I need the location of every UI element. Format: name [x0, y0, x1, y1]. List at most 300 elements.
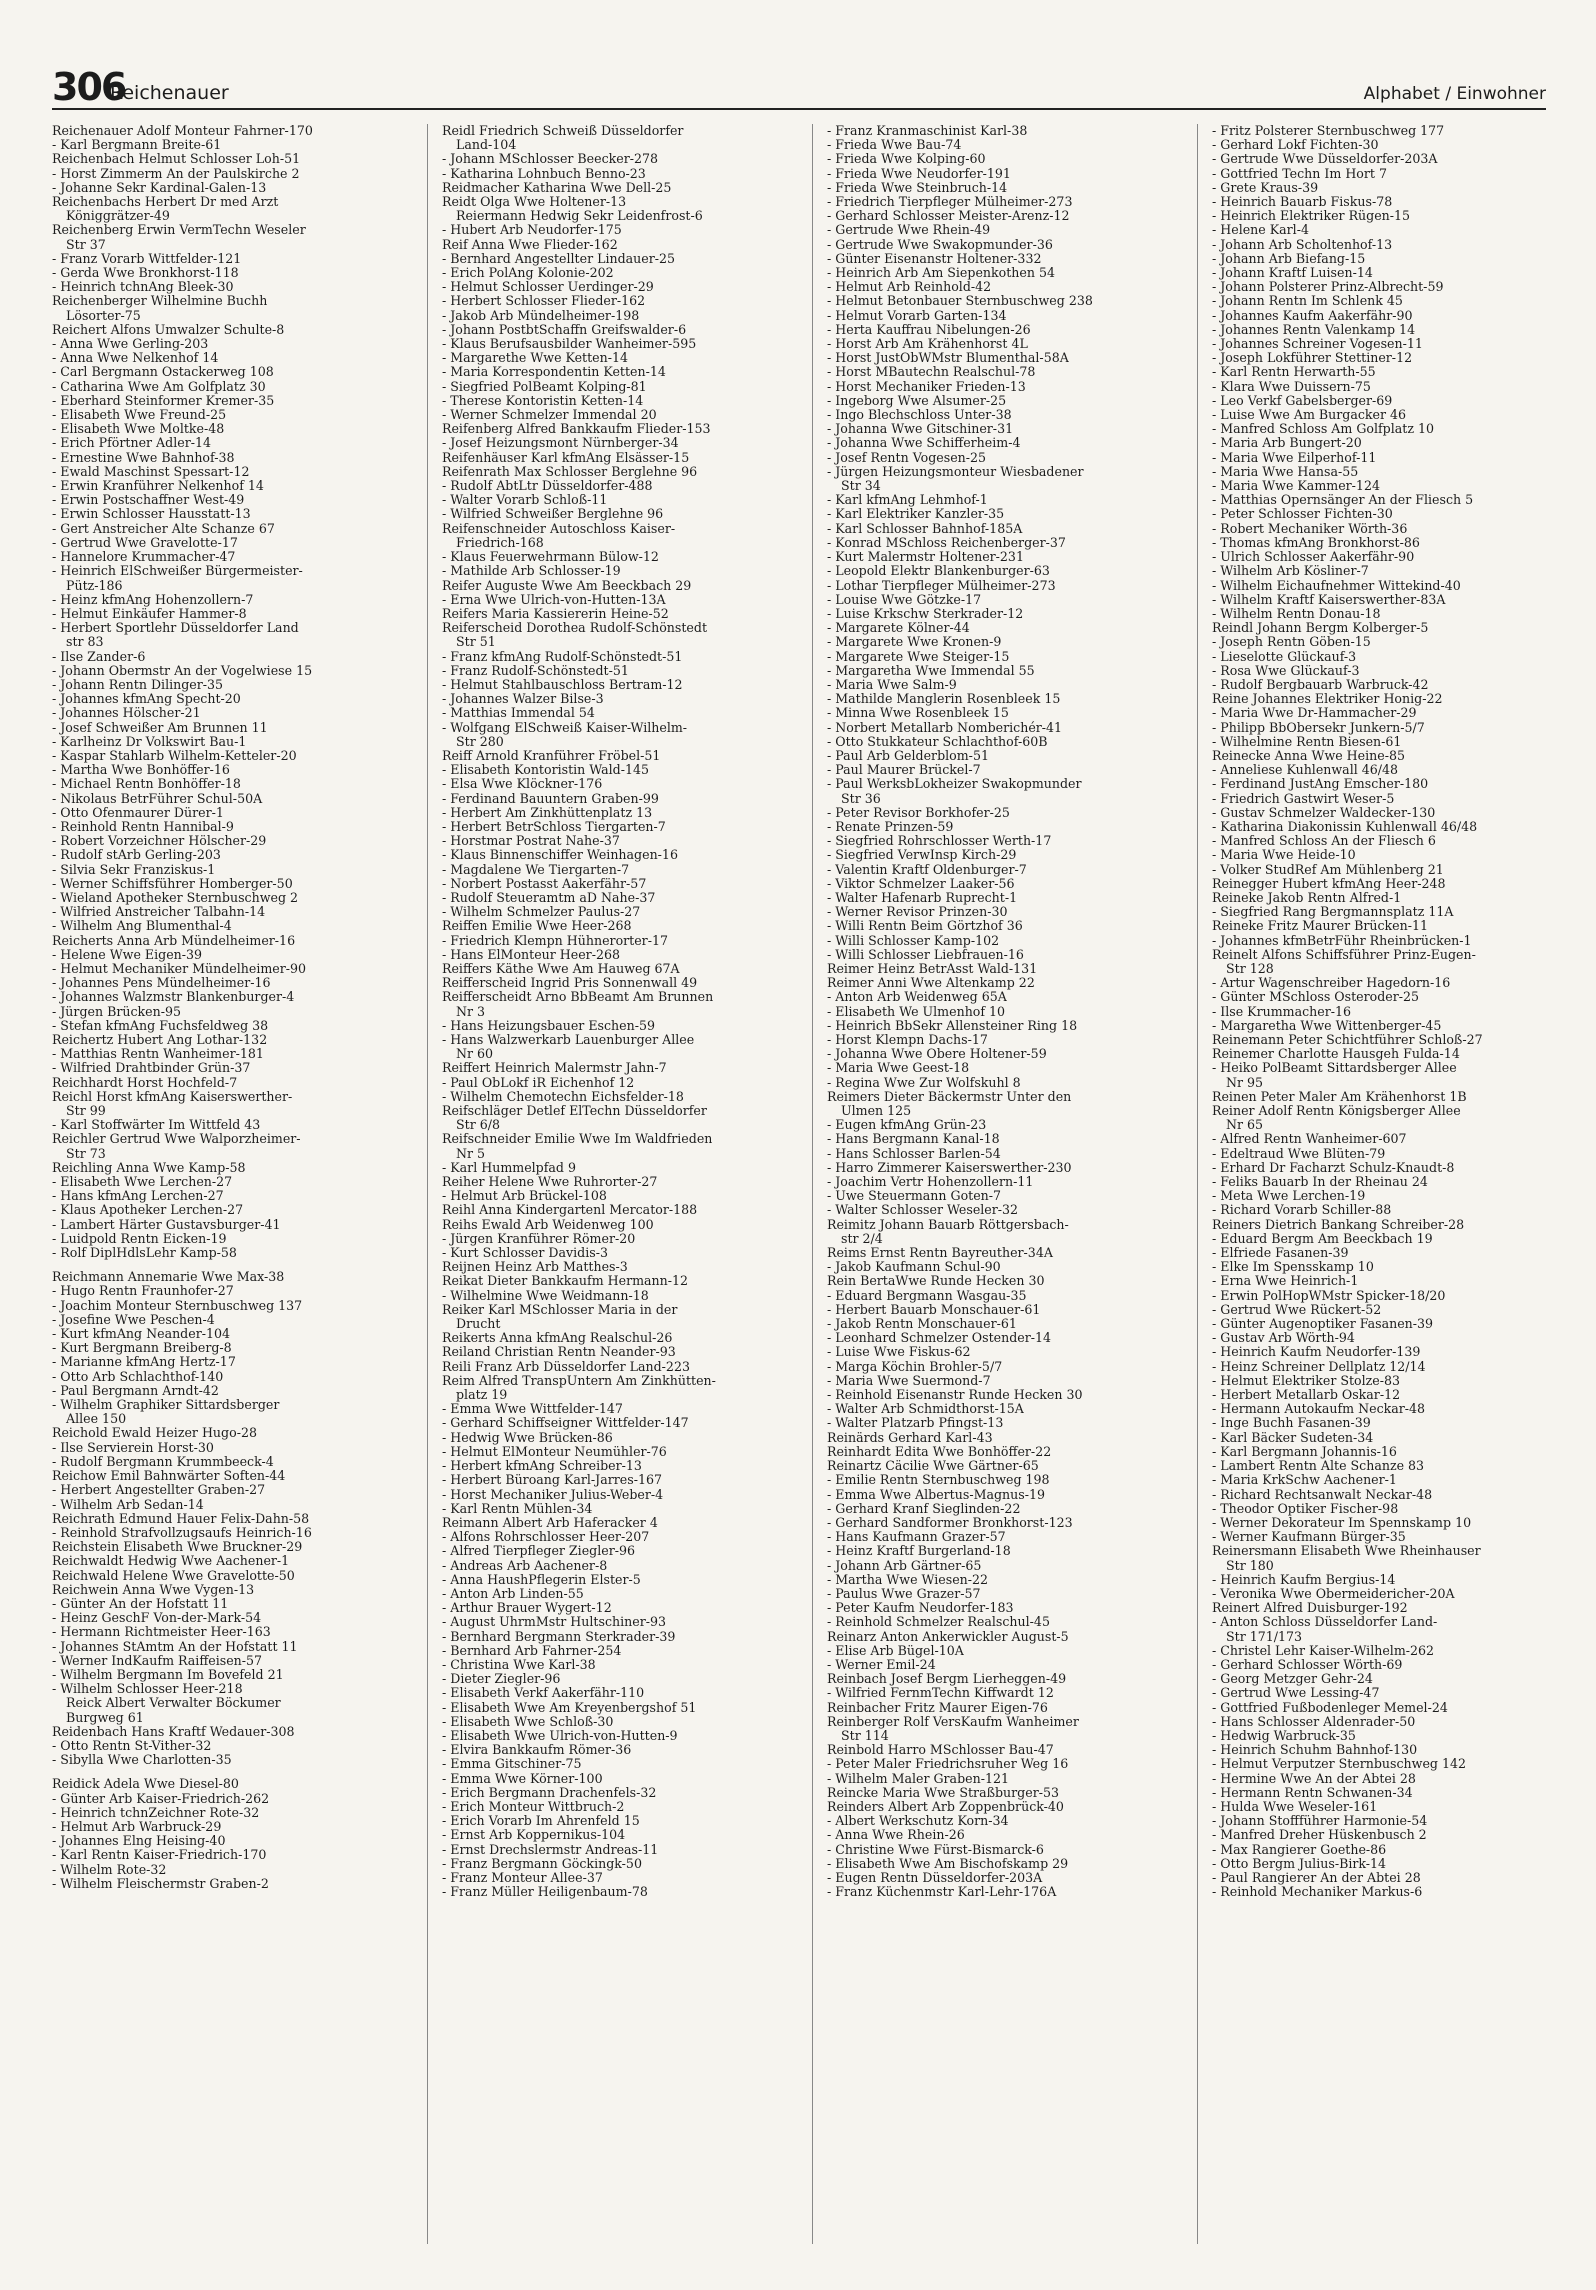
- directory-entry: Reinegger Hubert kfmAng Heer-248: [1212, 875, 1446, 891]
- directory-entry: - Wilhelm Graphiker Sittardsberger: [52, 1397, 280, 1413]
- directory-entry: - Wilhelmine Rentn Biesen-61: [1212, 733, 1402, 749]
- directory-entry: Reichwald Helene Wwe Gravelotte-50: [52, 1567, 295, 1583]
- directory-entry: - Leopold Elektr Blankenburger-63: [827, 563, 1050, 579]
- directory-entry: - Herbert Am Zinkhüttenplatz 13: [442, 804, 653, 820]
- directory-entry: - Friedrich Gastwirt Weser-5: [1212, 790, 1395, 806]
- directory-entry: Str 128: [1226, 960, 1274, 976]
- directory-entry: - Peter Schlosser Fichten-30: [1212, 506, 1393, 522]
- directory-entry: Reimann Albert Arb Haferacker 4: [442, 1514, 658, 1530]
- directory-entry: - Helmut Arb Reinhold-42: [827, 279, 992, 295]
- directory-entry: - Sibylla Wwe Charlotten-35: [52, 1752, 232, 1768]
- directory-entry: Reinbold Harro MSchlosser Bau-47: [827, 1742, 1054, 1758]
- directory-entry: - Philipp BbObersekr Junkern-5/7: [1212, 719, 1425, 735]
- directory-entry: Reifferscheid Ingrid Pris Sonnenwall 49: [442, 975, 698, 991]
- directory-entry: - Hubert Arb Neudorfer-175: [442, 222, 622, 238]
- directory-entry: Reiermann Hedwig Sekr Leidenfrost-6: [456, 208, 703, 224]
- directory-entry: - Stefan kfmAng Fuchsfeldweg 38: [52, 1017, 269, 1033]
- directory-entry: - Elisabeth Wwe Am Kreyenbergshof 51: [442, 1699, 697, 1715]
- directory-entry: - Josefine Wwe Peschen-4: [52, 1311, 215, 1327]
- directory-entry: - Elisabeth Wwe Lerchen-27: [52, 1174, 233, 1190]
- directory-entry: - Jakob Arb Mündelheimer-198: [442, 307, 640, 323]
- directory-entry: Reiffen Emilie Wwe Heer-268: [442, 918, 632, 934]
- directory-entry: - Friedrich Klempn Hühnerorter-17: [442, 932, 668, 948]
- column-2: [442, 124, 800, 2264]
- directory-entry: - Johannes kfmAng Specht-20: [52, 691, 241, 707]
- directory-entry: Reihs Ewald Arb Weidenweg 100: [442, 1216, 654, 1232]
- directory-entry: platz 19: [456, 1387, 508, 1403]
- directory-entry: Reifer Auguste Wwe Am Beeckbach 29: [442, 577, 692, 593]
- directory-entry: - Horst Mechaniker Frieden-13: [827, 378, 1026, 394]
- directory-entry: - Manfred Dreher Hüskenbusch 2: [1212, 1827, 1427, 1843]
- directory-entry: - Rolf DiplHdlsLehr Kamp-58: [52, 1245, 237, 1261]
- directory-entry: str 83: [66, 634, 104, 650]
- directory-entry: - Inge Buchh Fasanen-39: [1212, 1415, 1371, 1431]
- directory-entry: - Johann Kraftf Luisen-14: [1212, 265, 1373, 281]
- directory-entry: - Joachim Monteur Sternbuschweg 137: [52, 1297, 303, 1313]
- directory-entry: - Günter Augenoptiker Fasanen-39: [1212, 1316, 1434, 1332]
- directory-entry: - Otto Stukkateur Schlachthof-60B: [827, 733, 1048, 749]
- directory-entry: Reiners Dietrich Bankang Schreiber-28: [1212, 1216, 1465, 1232]
- directory-entry: - Walter Schlosser Weseler-32: [827, 1202, 1019, 1218]
- directory-entry: - Franz Vorarb Wittfelder-121: [52, 250, 242, 266]
- directory-entry: - Paul Arb Gelderblom-51: [827, 747, 989, 763]
- directory-entry: - Margaretha Wwe Immendal 55: [827, 662, 1035, 678]
- directory-entry: - Horst JustObWMstr Blumenthal-58A: [827, 350, 1069, 366]
- directory-entry: Königgrätzer-49: [66, 208, 170, 224]
- directory-entry: Reinarz Anton Ankerwickler August-5: [827, 1628, 1069, 1644]
- directory-entry: - Grete Kraus-39: [1212, 179, 1319, 195]
- directory-entry: Land-104: [456, 137, 517, 153]
- directory-entry: - Hans Kaufmann Grazer-57: [827, 1529, 1006, 1545]
- column-3: [827, 124, 1185, 2264]
- directory-entry: - Catharina Wwe Am Golfplatz 30: [52, 378, 266, 394]
- directory-entry: Reiner Adolf Rentn Königsberger Allee: [1212, 1103, 1461, 1119]
- directory-entry: - Willi Schlosser Liebfrauen-16: [827, 946, 1024, 962]
- directory-entry: - Kurt Malermstr Holtener-231: [827, 549, 1024, 565]
- directory-entry: - Herbert Sportlehr Düsseldorfer Land: [52, 620, 299, 636]
- directory-entry: Reinberger Rolf VersKaufm Wanheimer: [827, 1713, 1079, 1729]
- directory-entry: - Marianne kfmAng Hertz-17: [52, 1354, 236, 1370]
- directory-entry: - Joseph Rentn Göben-15: [1212, 634, 1371, 650]
- directory-entry: Str 36: [841, 790, 881, 806]
- directory-entry: - Kurt Bergmann Breiberg-8: [52, 1340, 232, 1356]
- directory-entry: Reidt Olga Wwe Holtener-13: [442, 194, 627, 210]
- directory-entry: Reiff Arnold Kranführer Fröbel-51: [442, 747, 661, 763]
- directory-entry: - Elisabeth Wwe Ulrich-von-Hutten-9: [442, 1727, 678, 1743]
- directory-entry: Reihl Anna Kindergartenl Mercator-188: [442, 1202, 698, 1218]
- directory-entry: - Karl Hummelpfad 9: [442, 1159, 576, 1175]
- directory-entry: - Gerda Wwe Bronkhorst-118: [52, 265, 239, 281]
- directory-entry: - Maria Wwe Geest-18: [827, 1060, 970, 1076]
- directory-entry: - Johannes kfmBetrFühr Rheinbrücken-1: [1212, 932, 1472, 948]
- directory-entry: - Heiko PolBeamt Sittardsberger Allee: [1212, 1060, 1457, 1076]
- directory-entry: - Reinhold Mechaniker Markus-6: [1212, 1884, 1423, 1900]
- directory-entry: - Heinrich Schuhm Bahnhof-130: [1212, 1742, 1418, 1758]
- directory-entry: Reiffert Heinrich Malermstr Jahn-7: [442, 1060, 667, 1076]
- directory-entry: - Johann PostbtSchaffn Greifswalder-6: [442, 321, 687, 337]
- directory-entry: - Paulus Wwe Grazer-57: [827, 1585, 981, 1601]
- directory-entry: - Michael Rentn Bonhöffer-18: [52, 776, 241, 792]
- directory-entry: - Maria Wwe Kammer-124: [1212, 478, 1380, 494]
- directory-entry: - Wilhelm Schlosser Heer-218: [52, 1681, 243, 1697]
- directory-entry: Friedrich-168: [456, 534, 544, 550]
- directory-entry: Str 114: [841, 1727, 889, 1743]
- directory-entry: - Klaus Apotheker Lerchen-27: [52, 1202, 244, 1218]
- directory-entry: - Christine Wwe Fürst-Bismarck-6: [827, 1841, 1044, 1857]
- directory-entry: - Herbert Büroang Karl-Jarres-167: [442, 1472, 662, 1488]
- directory-entry: - Wilhelmine Wwe Weidmann-18: [442, 1287, 649, 1303]
- directory-entry: Reinemann Peter Schichtführer Schloß-27: [1212, 1032, 1483, 1047]
- directory-entry: - Heinrich ElSchweißer Bürgermeister-: [52, 563, 303, 579]
- directory-entry: - Karl Bergmann Breite-61: [52, 137, 222, 153]
- directory-entry: - Helmut Einkäufer Hammer-8: [52, 605, 247, 621]
- directory-entry: - Elisabeth Wwe Moltke-48: [52, 421, 225, 437]
- directory-entry: - Anton Schloss Düsseldorfer Land-: [1212, 1614, 1438, 1630]
- directory-entry: Reidl Friedrich Schweiß Düsseldorfer: [442, 124, 684, 138]
- directory-entry: - Konrad MSchloss Reichenberger-37: [827, 534, 1066, 550]
- directory-entry: - Emma Wwe Wittfelder-147: [442, 1401, 623, 1417]
- directory-entry: Allee 150: [66, 1411, 127, 1427]
- directory-entry: - Frieda Wwe Bau-74: [827, 137, 962, 153]
- directory-entry: - Feliks Bauarb In der Rheinau 24: [1212, 1174, 1428, 1190]
- directory-entry: - Siegfried PolBeamt Kolping-81: [442, 378, 647, 394]
- directory-entry: - Helmut Elektriker Stolze-83: [1212, 1372, 1401, 1388]
- directory-entry: - Ewald Maschinst Spessart-12: [52, 463, 250, 479]
- directory-entry: - Franz Kranmaschinist Karl-38: [827, 124, 1028, 138]
- directory-entry: Nr 65: [1226, 1117, 1264, 1133]
- directory-entry: - Ilse Servierein Horst-30: [52, 1439, 214, 1455]
- directory-entry: - Horst Mechaniker Julius-Weber-4: [442, 1486, 664, 1502]
- directory-entry: - Hedwig Wwe Brücken-86: [442, 1429, 613, 1445]
- directory-entry: - Gerhard Schlosser Meister-Arenz-12: [827, 208, 1070, 224]
- directory-entry: - Johannes Pens Mündelheimer-16: [52, 975, 271, 991]
- directory-entry: - Meta Wwe Lerchen-19: [1212, 1188, 1366, 1204]
- directory-entry: - Karl Bäcker Sudeten-34: [1212, 1429, 1374, 1445]
- directory-entry: Str 51: [456, 634, 496, 650]
- directory-entry: - August UhrmMstr Hultschiner-93: [442, 1614, 666, 1630]
- directory-entry: Reichert Alfons Umwalzer Schulte-8: [52, 321, 285, 337]
- directory-entry: - Ilse Krummacher-16: [1212, 1003, 1352, 1019]
- directory-entry: - Erna Wwe Heinrich-1: [1212, 1273, 1359, 1289]
- directory-entry: Reifschneider Emilie Wwe Im Waldfrieden: [442, 1131, 713, 1147]
- directory-entry: Reili Franz Arb Düsseldorfer Land-223: [442, 1358, 690, 1374]
- directory-entry: - Minna Wwe Rosenbleek 15: [827, 705, 1009, 721]
- directory-entry: Reinhardt Edita Wwe Bonhöffer-22: [827, 1443, 1052, 1459]
- directory-entry: - Elisabeth We Ulmenhof 10: [827, 1003, 1006, 1019]
- directory-entry: - Johann Arb Gärtner-65: [827, 1557, 982, 1573]
- directory-entry: - Luise Wwe Am Burgacker 46: [1212, 407, 1407, 423]
- directory-entry: - Mathilde Arb Schlosser-19: [442, 563, 621, 579]
- directory-entry: - Andreas Arb Aachener-8: [442, 1557, 608, 1573]
- directory-entry: - Klaus Feuerwehrmann Bülow-12: [442, 549, 659, 565]
- directory-entry: - Heinrich Kaufm Bergius-14: [1212, 1571, 1396, 1587]
- directory-entry: - Thomas kfmAng Bronkhorst-86: [1212, 534, 1420, 550]
- directory-entry: - Anneliese Kuhlenwall 46/48: [1212, 762, 1399, 778]
- directory-entry: Ulmen 125: [841, 1103, 912, 1119]
- directory-entry: - Renate Prinzen-59: [827, 818, 954, 834]
- directory-entry: - Robert Mechaniker Wörth-36: [1212, 520, 1408, 536]
- directory-entry: Reinert Alfred Duisburger-192: [1212, 1600, 1408, 1616]
- directory-entry: - Anna HaushPflegerin Elster-5: [442, 1571, 641, 1587]
- directory-entry: Str 171/173: [1226, 1628, 1303, 1644]
- directory-entry: - Bernhard Angestellter Lindauer-25: [442, 250, 676, 266]
- directory-entry: - Jakob Rentn Monschauer-61: [827, 1316, 1017, 1332]
- directory-entry: - Paul Bergmann Arndt-42: [52, 1382, 219, 1398]
- directory-entry: - Helmut Mechaniker Mündelheimer-90: [52, 960, 307, 976]
- directory-entry: - Eberhard Steinformer Kremer-35: [52, 392, 275, 408]
- directory-entry: - Herbert kfmAng Schreiber-13: [442, 1458, 642, 1474]
- directory-entry: Reichling Anna Wwe Kamp-58: [52, 1159, 246, 1175]
- directory-entry: - Johann MSchlosser Beecker-278: [442, 151, 659, 167]
- directory-entry: Reidenbach Hans Kraftf Wedauer-308: [52, 1723, 295, 1739]
- directory-entry: Reichenbach Helmut Schlosser Loh-51: [52, 151, 301, 167]
- directory-entry: - Wilhelm Kraftf Kaiserswerther-83A: [1212, 591, 1446, 607]
- directory-entry: - Johannes StAmtm An der Hofstatt 11: [52, 1638, 298, 1654]
- directory-entry: - Maria Wwe Heide-10: [1212, 847, 1356, 863]
- directory-entry: - Volker StudRef Am Mühlenberg 21: [1212, 861, 1444, 877]
- directory-entry: Rein BertaWwe Runde Hecken 30: [827, 1273, 1045, 1289]
- directory-entry: - Herta Kauffrau Nibelungen-26: [827, 321, 1031, 337]
- directory-entry: - Heinz GeschF Von-der-Mark-54: [52, 1610, 262, 1626]
- directory-entry: - Maria Wwe Suermond-7: [827, 1372, 991, 1388]
- directory-entry: - Gertrud Wwe Lessing-47: [1212, 1685, 1380, 1701]
- directory-entry: - Friedrich Tierpfleger Mülheimer-273: [827, 194, 1073, 210]
- directory-entry: - Artur Wagenschreiber Hagedorn-16: [1212, 975, 1451, 991]
- directory-entry: - Wilhelm Chemotechn Eichsfelder-18: [442, 1088, 684, 1104]
- column-divider: [427, 124, 428, 2244]
- directory-entry: - Josef Rentn Vogesen-25: [827, 449, 987, 465]
- directory-entry: - Matthias Immendal 54: [442, 705, 595, 721]
- directory-entry: - Gerhard Schlosser Wörth-69: [1212, 1656, 1403, 1672]
- directory-entry: - Magdalene We Tiergarten-7: [442, 861, 630, 877]
- directory-entry: - Ulrich Schlosser Aakerfähr-90: [1212, 549, 1415, 565]
- directory-entry: Str 37: [66, 236, 106, 252]
- directory-entry: - Katharina Lohnbuch Benno-23: [442, 165, 646, 181]
- directory-entry: - Franz Monteur Allee-37: [442, 1869, 603, 1885]
- directory-entry: - Katharina Diakonissin Kuhlenwall 46/48: [1212, 818, 1478, 834]
- directory-entry: - Erwin Schlosser Hausstatt-13: [52, 506, 251, 522]
- directory-entry: Reidick Adela Wwe Diesel-80: [52, 1776, 239, 1792]
- directory-entry: Reimer Anni Wwe Altenkamp 22: [827, 975, 1035, 991]
- directory-entry: - Hans Schlosser Aldenrader-50: [1212, 1713, 1416, 1729]
- directory-entry: - Peter Revisor Borkhofer-25: [827, 804, 1010, 820]
- directory-entry: - Manfred Schloss An der Fliesch 6: [1212, 833, 1436, 849]
- directory-entry: - Lambert Härter Gustavsburger-41: [52, 1216, 281, 1232]
- directory-entry: - Heinrich tchnAng Bleek-30: [52, 279, 234, 295]
- directory-entry: - Rudolf Bergbauarb Warbruck-42: [1212, 676, 1429, 692]
- directory-entry: - Klara Wwe Duissern-75: [1212, 378, 1371, 394]
- directory-entry: - Eugen kfmAng Grün-23: [827, 1117, 987, 1133]
- directory-entry: Reichenberger Wilhelmine Buchh: [52, 293, 268, 309]
- directory-entry: - Nikolaus BetrFührer Schul-50A: [52, 790, 263, 806]
- page-number: 306: [52, 65, 126, 109]
- directory-entry: Reiland Christian Rentn Neander-93: [442, 1344, 676, 1360]
- directory-entry: - Herbert Schlosser Flieder-162: [442, 293, 646, 309]
- directory-entry: Reichenbachs Herbert Dr med Arzt: [52, 194, 279, 210]
- directory-entry: - Reinhold Schmelzer Realschul-45: [827, 1614, 1050, 1630]
- directory-entry: - Elvira Bankkaufm Römer-36: [442, 1742, 632, 1758]
- directory-entry: str 2/4: [841, 1230, 883, 1246]
- directory-entry: - Hermann Autokaufm Neckar-48: [1212, 1401, 1426, 1417]
- directory-entry: - Willi Rentn Beim Görtzhof 36: [827, 918, 1023, 934]
- directory-entry: Str 99: [66, 1103, 106, 1119]
- directory-entry: - Walter Hafenarb Ruprecht-1: [827, 889, 1018, 905]
- directory-entry: Reifers Maria Kassiererin Heine-52: [442, 605, 669, 621]
- directory-entry: - Horst Zimmerm An der Paulskirche 2: [52, 165, 300, 181]
- directory-entry: - Johanna Wwe Obere Holtener-59: [827, 1046, 1047, 1062]
- directory-entry: - Heinrich BbSekr Allensteiner Ring 18: [827, 1017, 1078, 1033]
- directory-entry: Reineke Fritz Maurer Brücken-11: [1212, 918, 1429, 934]
- directory-entry: - Johann Rentn Im Schlenk 45: [1212, 293, 1403, 309]
- directory-entry: Reinecke Anna Wwe Heine-85: [1212, 747, 1405, 763]
- directory-entry: - Margarete Kölner-44: [827, 620, 970, 636]
- directory-entry: - Hannelore Krummacher-47: [52, 549, 236, 565]
- directory-entry: Nr 3: [456, 1003, 486, 1019]
- directory-entry: - Lothar Tierpfleger Mülheimer-273: [827, 577, 1056, 593]
- directory-entry: Reinartz Cäcilie Wwe Gärtner-65: [827, 1458, 1039, 1474]
- directory-entry: Reinersmann Elisabeth Wwe Rheinhauser: [1212, 1543, 1481, 1559]
- directory-entry: - Dieter Ziegler-96: [442, 1671, 561, 1687]
- directory-entry: - Anton Arb Linden-55: [442, 1585, 584, 1601]
- directory-entry: - Johannes Schreiner Vogesen-11: [1212, 336, 1423, 352]
- directory-entry: - Siegfried VerwInsp Kirch-29: [827, 847, 1017, 863]
- directory-entry: - Margarethe Wwe Ketten-14: [442, 350, 629, 366]
- directory-entry: - Silvia Sekr Franziskus-1: [52, 861, 216, 877]
- directory-entry: - Helmut Arb Brückel-108: [442, 1188, 607, 1204]
- directory-entry: - Johannes Walzer Bilse-3: [442, 691, 604, 707]
- directory-entry: - Rudolf Steueramtm aD Nahe-37: [442, 889, 656, 905]
- directory-entry: - Walter Vorarb Schloß-11: [442, 492, 608, 508]
- directory-entry: - Wilhelm Eichaufnehmer Wittekind-40: [1212, 577, 1461, 593]
- directory-entry: - Margaretha Wwe Wittenberger-45: [1212, 1017, 1442, 1033]
- directory-entry: - Louise Wwe Götzke-17: [827, 591, 982, 607]
- directory-entry: - Bernhard Arb Fahrner-254: [442, 1642, 622, 1658]
- directory-entry: - Jakob Kaufmann Schul-90: [827, 1259, 1001, 1275]
- directory-entry: - Ferdinand Bauuntern Graben-99: [442, 790, 659, 806]
- column-4: [1212, 124, 1570, 2264]
- directory-entry: Drucht: [456, 1316, 501, 1332]
- directory-entry: - Paul WerksbLokheizer Swakopmunder: [827, 776, 1082, 792]
- directory-entry: - Wilhelm Fleischermstr Graben-2: [52, 1875, 269, 1891]
- directory-entry: - Eduard Bergm Am Beeckbach 19: [1212, 1230, 1433, 1246]
- directory-entry: - Otto Bergm Julius-Birk-14: [1212, 1855, 1387, 1871]
- directory-entry: Reichwaldt Hedwig Wwe Aachener-1: [52, 1553, 290, 1569]
- directory-entry: Reims Ernst Rentn Bayreuther-34A: [827, 1245, 1053, 1261]
- column-divider: [812, 124, 813, 2244]
- directory-entry: - Johanna Wwe Gitschiner-31: [827, 421, 1014, 437]
- directory-entry: Burgweg 61: [66, 1709, 144, 1725]
- directory-entry: - Wilfried Drahtbinder Grün-37: [52, 1060, 251, 1076]
- directory-entry: - Maria Wwe Eilperhof-11: [1212, 449, 1377, 465]
- directory-entry: - Horst MBautechn Realschul-78: [827, 364, 1036, 380]
- directory-entry: - Herbert Bauarb Monschauer-61: [827, 1301, 1041, 1317]
- directory-entry: - Wilhelm Rote-32: [52, 1861, 167, 1877]
- directory-entry: - Robert Vorzeichner Hölscher-29: [52, 833, 267, 849]
- directory-entry: Reinders Albert Arb Zoppenbrück-40: [827, 1798, 1064, 1814]
- directory-entry: - Wilhelm Arb Sedan-14: [52, 1496, 204, 1512]
- directory-entry: - Walter Arb Schmidthorst-15A: [827, 1401, 1024, 1417]
- directory-entry: Reichertz Hubert Ang Lothar-132: [52, 1032, 268, 1047]
- directory-entry: - Marga Köchin Brohler-5/7: [827, 1358, 1003, 1374]
- directory-entry: - Johann Arb Scholtenhof-13: [1212, 236, 1393, 252]
- directory-entry: - Therese Kontoristin Ketten-14: [442, 392, 644, 408]
- directory-entry: - Siegfried Rohrschlosser Werth-17: [827, 833, 1052, 849]
- directory-entry: Str 180: [1226, 1557, 1274, 1573]
- directory-entry: Reichold Ewald Heizer Hugo-28: [52, 1425, 257, 1441]
- directory-entry: Reichow Emil Bahnwärter Soften-44: [52, 1468, 286, 1484]
- directory-entry: Str 280: [456, 733, 504, 749]
- directory-entry: - Christel Lehr Kaiser-Wilhelm-262: [1212, 1642, 1435, 1658]
- directory-entry: Reichl Horst kfmAng Kaiserswerther-: [52, 1088, 293, 1104]
- directory-entry: Pütz-186: [66, 577, 123, 593]
- directory-entry: Nr 60: [456, 1046, 494, 1062]
- section-title: Alphabet / Einwohner: [1363, 84, 1546, 104]
- directory-entry: - Albert Werkschutz Korn-34: [827, 1813, 1009, 1829]
- directory-entry: - Klaus Berufsausbilder Wanheimer-595: [442, 336, 697, 352]
- directory-entry: - Heinrich Bauarb Fiskus-78: [1212, 194, 1393, 210]
- directory-entry: - Johanna Wwe Schifferheim-4: [827, 435, 1021, 451]
- directory-entry: - Hermine Wwe An der Abtei 28: [1212, 1770, 1416, 1786]
- directory-entry: - Erich Monteur Wittbruch-2: [442, 1798, 625, 1814]
- directory-entry: Reikerts Anna kfmAng Realschul-26: [442, 1330, 673, 1346]
- directory-entry: - Elfriede Fasanen-39: [1212, 1245, 1349, 1261]
- directory-entry: - Martha Wwe Bonhöffer-16: [52, 762, 230, 778]
- directory-entry: Reifferscheidt Arno BbBeamt Am Brunnen: [442, 989, 714, 1005]
- directory-entry: - Lambert Rentn Alte Schanze 83: [1212, 1458, 1425, 1474]
- directory-entry: - Erwin Postschaffner West-49: [52, 492, 245, 508]
- directory-entry: - Johannes Walzmstr Blankenburger-4: [52, 989, 295, 1005]
- directory-entry: - Valentin Kraftf Oldenburger-7: [827, 861, 1027, 877]
- directory-entry: - Gert Anstreicher Alte Schanze 67: [52, 520, 275, 536]
- directory-entry: Reichmann Annemarie Wwe Max-38: [52, 1269, 285, 1285]
- directory-entry: - Franz Rudolf-Schönstedt-51: [442, 662, 629, 678]
- directory-entry: - Helmut Schlosser Uerdinger-29: [442, 279, 654, 295]
- directory-entry: - Elisabeth Verkf Aakerfähr-110: [442, 1685, 645, 1701]
- directory-entry: - Richard Vorarb Schiller-88: [1212, 1202, 1392, 1218]
- directory-entry: - Gertrude Wwe Swakopmunder-36: [827, 236, 1053, 252]
- column-divider: [1197, 124, 1198, 2244]
- directory-entry: - Uwe Steuermann Goten-7: [827, 1188, 1002, 1204]
- directory-entry: - Helmut Stahlbauschloss Bertram-12: [442, 676, 683, 692]
- directory-entry: - Willi Schlosser Kamp-102: [827, 932, 1000, 948]
- directory-entry: - Johannes Rentn Valenkamp 14: [1212, 321, 1416, 337]
- directory-entry: - Jürgen Brücken-95: [52, 1003, 181, 1019]
- directory-entry: - Hermann Richtmeister Heer-163: [52, 1624, 271, 1640]
- directory-entry: - Wilfried Anstreicher Talbahn-14: [52, 904, 266, 920]
- directory-entry: - Emilie Rentn Sternbuschweg 198: [827, 1472, 1050, 1488]
- directory-entry: - Johannes Kaufm Aakerfähr-90: [1212, 307, 1413, 323]
- directory-entry: Reichwein Anna Wwe Vygen-13: [52, 1581, 255, 1597]
- directory-entry: - Karl Rentn Herwarth-55: [1212, 364, 1376, 380]
- directory-entry: - Martha Wwe Wiesen-22: [827, 1571, 989, 1587]
- page-header: [52, 62, 1546, 110]
- directory-entry: Reinbacher Fritz Maurer Eigen-76: [827, 1699, 1048, 1715]
- directory-entry: - Peter Maler Friedrichsruher Weg 16: [827, 1756, 1069, 1772]
- directory-entry: - Fritz Polsterer Sternbuschweg 177: [1212, 124, 1445, 138]
- directory-entry: - Wilhelm Arb Kösliner-7: [1212, 563, 1369, 579]
- directory-entry: - Erich Bergmann Drachenfels-32: [442, 1784, 657, 1800]
- column-1: [52, 124, 410, 2264]
- directory-entry: - Leonhard Schmelzer Ostender-14: [827, 1330, 1052, 1346]
- directory-entry: - Joseph Lokführer Stettiner-12: [1212, 350, 1413, 366]
- directory-entry: - Gerhard Lokf Fichten-30: [1212, 137, 1379, 153]
- directory-entry: Reimitz Johann Bauarb Röttgersbach-: [827, 1216, 1069, 1232]
- directory-entry: - Erwin PolHopWMstr Spicker-18/20: [1212, 1287, 1446, 1303]
- directory-entry: Reifenschneider Autoschloss Kaiser-: [442, 520, 676, 536]
- directory-entry: Reindl Johann Bergm Kolberger-5: [1212, 620, 1429, 636]
- directory-entry: - Rudolf stArb Gerling-203: [52, 847, 221, 863]
- directory-entry: - Paul Maurer Brückel-7: [827, 762, 981, 778]
